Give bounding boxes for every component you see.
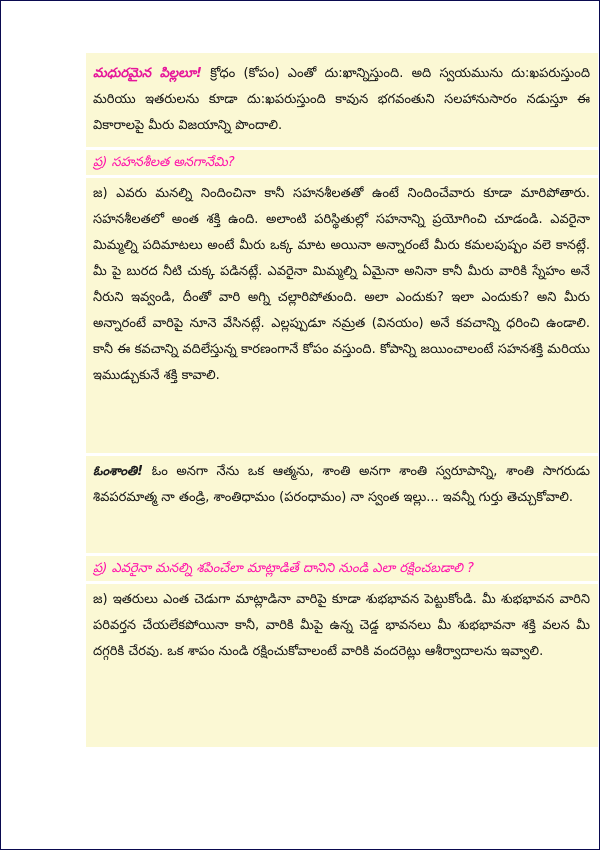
question-1: ప్ర) సహనశీలత అనగానేమి? [93,155,235,170]
omshanti-paragraph [93,459,590,511]
separator [86,453,598,456]
omshanti-lead: ఓంశాంతి! [93,464,144,479]
answer-2: జ) ఇతరులు ఎంత చెడుగా మాట్లాడినా వారిపై కూడా శుభభావన పెట్టుకోండి. మీ శుభభావన వారిని పరివర్తన చేయలేకపోయినా కానీ, వారికి మీపై ఉన్న చెడ్డ భావనలు మీ శుభభావనా శక్తి వలన మీ దగ్గరికి చేరవు. ఒక శాపం నుండి రక్షించుకోవాలంటే వారికి వందరెట్లు ఆశీర్వాదాలను ఇవ్వాలి. [93,592,590,659]
omshanti-text: ఓం అనగా నేను ఒక ఆత్మను, శాంతి అనగా శాంతి స్వరూపాన్ని, శాంతి సాగరుడు శివపరమాత్మ నా తండ్రి, శాంతిధామం (పరంధామం) నా స్వంత ఇల్లు... ఇవన్నీ గుర్తు తెచ్చుకోవాలి. [93,464,590,505]
content-panel [86,53,598,747]
intro-paragraph [93,61,590,139]
intro-greeting: మధురమైన పిల్లలూ! [93,66,202,81]
separator [86,581,598,584]
separator [86,553,598,556]
answer-1: జ) ఎవరు మనల్ని నిందించినా కానీ సహనశీలతతో ఉంటే నిందించేవారు కూడా మారిపోతారు. సహనశీలతలో అంత శక్తి ఉంది. అలాంటి పరిస్థితుల్లో సహనాన్ని ప్రయోగించి చూడండి. ఎవరైనా మిమ్మల్ని పదిమాటలు అంటే మీరు ఒక్క మాట అయినా అన్నారంటే మీరు కమలపుష్పం వలె కానట్లే. మీ పై బురద నీటి చుక్క పడినట్లే. ఎవరైనా మిమ్మల్ని ఏమైనా అనినా కానీ మీరు వారికి స్నేహం అనే నీరుని ఇవ్వండి, దీంతో వారి అగ్ని చల్లారిపోతుంది. అలా ఎందుకు? ఇలా ఎందుకు? అని మీరు అన్నారంటే వారిపై నూనె వేసినట్లే. ఎల్లప్పుడూ నమ్రత (వినయం) అనే కవచాన్ని ధరించి ఉండాలి. కానీ ఈ కవచాన్ని వదిలేస్తున్న కారణంగానే కోపం వస్తుంది. కోపాన్ని జయించాలంటే సహనశక్తి మరియు ఇముడ్చుకునే శక్తి కావాలి. [93,186,590,383]
separator [86,147,598,150]
separator [86,175,598,178]
intro-text: క్రోధం (కోపం) ఎంతో దు:ఖాన్నిస్తుంది. అది స్వయమును దు:ఖపరుస్తుంది మరియు ఇతరులను కూడా దు:ఖపరుస్తుంది కావున భగవంతుని సలహానుసారం నడుస్తూ ఈ వికారాలపై మీరు విజయాన్ని పొందాలి. [93,66,590,133]
question-2: ప్ర) ఎవరైనా మనల్ని శపించేలా మాట్లాడితే దానిని నుండి ఎలా రక్షించబడాలి ? [93,561,474,576]
